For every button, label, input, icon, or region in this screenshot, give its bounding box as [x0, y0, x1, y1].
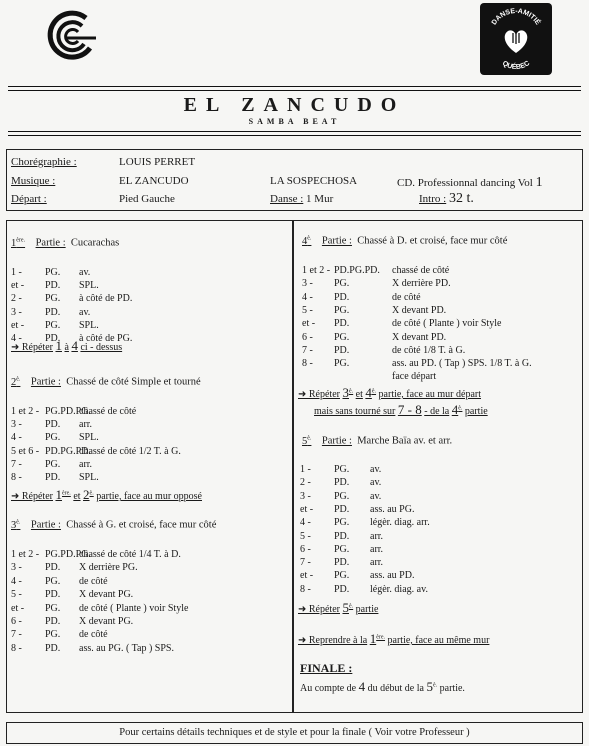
step-move: SPL. — [79, 432, 99, 444]
part-4-repeat: ➜ Répéter $3^{è.}$ et $4^{è.}$ partie, face au mur départ — [298, 385, 481, 400]
step-foot: PD.PG.PD. — [334, 265, 380, 276]
step-move: de côté — [392, 291, 421, 303]
step-move: chassé de côté 1/2 T. à G. — [79, 445, 181, 457]
step-move: X devant PG. — [79, 589, 134, 601]
part-3-heading: $3^{è.}$ Partie : Chassé à G. et croisé, face mur côté — [11, 519, 217, 531]
step-foot: PG. — [45, 629, 61, 641]
step-move: av. — [370, 464, 382, 475]
step-count: 6 - — [302, 331, 313, 343]
step-foot: PD. — [45, 280, 61, 292]
step-count: 8 - — [302, 358, 313, 370]
step-move: X devant PG. — [79, 616, 134, 627]
step-count: 4 - — [11, 432, 22, 444]
step-count: et - — [300, 503, 314, 515]
step-move: ass. au PG. ( Tap ) SPS. — [79, 642, 174, 654]
part-4-step8-cont: face départ — [392, 371, 437, 382]
step-move: av. — [79, 267, 91, 278]
step-foot: PG. — [45, 575, 61, 587]
step-foot: PG. — [45, 319, 61, 331]
step-foot: PG. — [45, 602, 61, 614]
info-box — [6, 149, 583, 211]
choreo-label: Chorégraphie : — [11, 156, 77, 168]
step-count: et - — [302, 318, 316, 330]
start-value: Pied Gauche — [119, 193, 175, 205]
step-count: 1 et 2 - — [11, 549, 40, 560]
step-foot: PG.PD.PG. — [45, 549, 91, 560]
step-move: chassé de côté — [79, 406, 137, 417]
step-foot: PG. — [334, 278, 350, 290]
music-label: Musique : — [11, 175, 56, 187]
step-count: 5 - — [300, 530, 311, 542]
dance-subtitle: SAMBA BEAT — [248, 117, 341, 126]
step-foot: PD. — [45, 306, 61, 318]
part-2-heading: $2^{è.}$ Partie : Chassé de côté Simple et tourné — [11, 376, 201, 388]
step-foot: PD. — [45, 616, 61, 627]
step-move: arr. — [79, 458, 93, 470]
step-count: 5 - — [302, 304, 313, 316]
step-move: SPL. — [79, 319, 99, 331]
part-5-repeat: ➜ Répéter $5^{è.}$ partie — [298, 600, 379, 615]
step-foot: PD.PG.PD. — [45, 445, 91, 457]
step-count: 1 - — [300, 464, 311, 475]
step-foot: PG. — [334, 490, 350, 502]
step-count: 3 - — [11, 562, 22, 574]
dance-walls: Danse : 1 Mur — [270, 193, 334, 205]
svg-text:QUÉBEC: QUÉBEC — [500, 59, 532, 72]
step-count: 7 - — [300, 557, 311, 569]
step-count: 7 - — [302, 344, 313, 356]
right-column — [293, 220, 583, 713]
step-count: 8 - — [300, 583, 311, 595]
step-count: et - — [300, 570, 314, 582]
footer-note: Pour certains détails techniques et de style et pour la finale ( Voir votre Professeur ) — [6, 722, 583, 744]
step-foot: PG. — [45, 432, 61, 444]
step-count: 4 - — [302, 291, 313, 303]
step-foot: PG. — [334, 570, 350, 582]
step-count: 3 - — [300, 490, 311, 502]
step-move: SPL. — [79, 472, 99, 483]
step-count: 6 - — [11, 616, 22, 627]
step-count: 2 - — [300, 477, 311, 489]
step-move: ass. au PG. — [370, 503, 415, 515]
step-move: légèr. diag. av. — [370, 583, 428, 595]
step-foot: PG. — [334, 331, 350, 343]
step-count: 4 - — [11, 575, 22, 587]
step-move: de côté — [79, 575, 108, 587]
step-foot: PG. — [45, 458, 61, 470]
step-move: X devant PD. — [392, 304, 447, 316]
step-foot: PD. — [334, 503, 350, 515]
step-move: légèr. diag. arr. — [370, 517, 430, 529]
step-foot: PD. — [45, 472, 61, 483]
start-label: Départ : — [11, 193, 47, 205]
left-column — [6, 220, 293, 713]
step-count: 8 - — [11, 472, 22, 483]
step-move: arr. — [370, 543, 384, 555]
step-move: arr. — [79, 419, 93, 431]
step-foot: PG. — [334, 304, 350, 316]
cd-info: CD. Professionnal dancing Vol 1 — [397, 175, 543, 190]
step-count: 3 - — [302, 278, 313, 290]
step-move: à côté de PD. — [79, 293, 133, 305]
step-foot: PG.PD.PG. — [45, 406, 91, 417]
part-1-repeat: ➜ Répéter 1 à 4 ci - dessus — [11, 338, 123, 353]
step-count: 4 - — [11, 333, 22, 344]
part-4-heading: $4^{è.}$ Partie : Chassé à D. et croisé, face mur côté — [302, 235, 508, 247]
step-foot: PG. — [45, 267, 61, 278]
step-count: 7 - — [11, 629, 22, 641]
back-to-start: ➜ Reprendre à la $1^{ère.}$ partie, face au même mur — [298, 631, 490, 646]
choreo-value: LOUIS PERRET — [119, 156, 196, 168]
step-count: 4 - — [300, 517, 311, 529]
part-4-repeat-line2: mais sans tourné sur 7 - 8 - de la $4^{è.}$ partie — [314, 402, 488, 417]
step-move: à côté de PG. — [79, 333, 133, 344]
finale-title: FINALE : — [300, 661, 353, 675]
step-foot: PG. — [45, 293, 61, 305]
part-2-repeat: ➜ Répéter $1^{ère.}$ et $2^{è.}$ partie, face au mur opposé — [11, 487, 202, 502]
step-move: ass. au PD. — [370, 570, 415, 582]
step-count: 8 - — [11, 642, 22, 654]
step-foot: PD. — [334, 477, 350, 489]
step-foot: PG. — [334, 358, 350, 370]
step-count: 1 et 2 - — [302, 265, 331, 276]
step-foot: PD. — [45, 419, 61, 431]
step-foot: PD. — [334, 583, 350, 595]
step-foot: PD. — [334, 530, 350, 542]
step-move: arr. — [370, 530, 384, 542]
step-foot: PD. — [45, 642, 61, 654]
step-move: de côté ( Plante ) voir Style — [79, 602, 189, 614]
step-count: 5 - — [11, 589, 22, 601]
club-logo — [44, 8, 100, 64]
step-count: 1 - — [11, 267, 22, 278]
step-move: SPL. — [79, 280, 99, 292]
step-foot: PG. — [334, 464, 350, 475]
step-count: et - — [11, 319, 25, 331]
music-value: EL ZANCUDO — [119, 175, 189, 187]
step-foot: PD. — [334, 291, 350, 303]
step-move: av. — [370, 490, 382, 502]
step-move: X derrière PG. — [79, 562, 138, 574]
part-1-heading: $1^{ère.}$ Partie : Cucarachas — [11, 237, 120, 249]
music-value-2: LA SOSPECHOSA — [270, 175, 358, 187]
step-count: 3 - — [11, 419, 22, 431]
step-count: 2 - — [11, 293, 22, 305]
step-foot: PD. — [45, 562, 61, 574]
step-foot: PD. — [45, 333, 61, 344]
svg-text:DANSE-AMITIÉ: DANSE-AMITIÉ — [490, 7, 542, 27]
step-move: ass. au PD. ( Tap ) SPS. 1/8 T. à G. — [392, 358, 532, 370]
step-move: de côté 1/8 T. à G. — [392, 344, 466, 356]
step-move: av. — [370, 477, 382, 489]
step-move: de côté ( Plante ) voir Style — [392, 318, 502, 330]
intro: Intro : 32 t. — [419, 191, 474, 206]
step-move: chassé de côté — [392, 265, 450, 276]
step-move: arr. — [370, 557, 384, 569]
step-count: 3 - — [11, 306, 22, 318]
step-count: 1 et 2 - — [11, 406, 40, 417]
step-foot: PD. — [45, 589, 61, 601]
step-move: X derrière PD. — [392, 278, 451, 290]
step-count: 7 - — [11, 458, 22, 470]
dance-title: EL ZANCUDO — [183, 94, 406, 116]
step-move: chassé de côté 1/4 T. à D. — [79, 549, 181, 560]
danse-amitie-logo — [480, 3, 552, 75]
step-move: X devant PD. — [392, 331, 447, 343]
step-foot: PD. — [334, 344, 350, 356]
step-move: av. — [79, 306, 91, 318]
step-foot: PD. — [334, 318, 350, 330]
finale-text: Au compte de 4 du début de la $5^{è.}$ partie. — [300, 679, 465, 694]
part-5-heading: $5^{è.}$ Partie : Marche Baïa av. et arr. — [302, 435, 453, 447]
step-count: et - — [11, 280, 25, 292]
step-count: 5 et 6 - — [11, 445, 40, 457]
step-count: 6 - — [300, 543, 311, 555]
step-foot: PD. — [334, 557, 350, 569]
step-foot: PG. — [334, 517, 350, 529]
step-count: et - — [11, 602, 25, 614]
step-foot: PG. — [334, 543, 350, 555]
step-move: de côté — [79, 629, 108, 641]
